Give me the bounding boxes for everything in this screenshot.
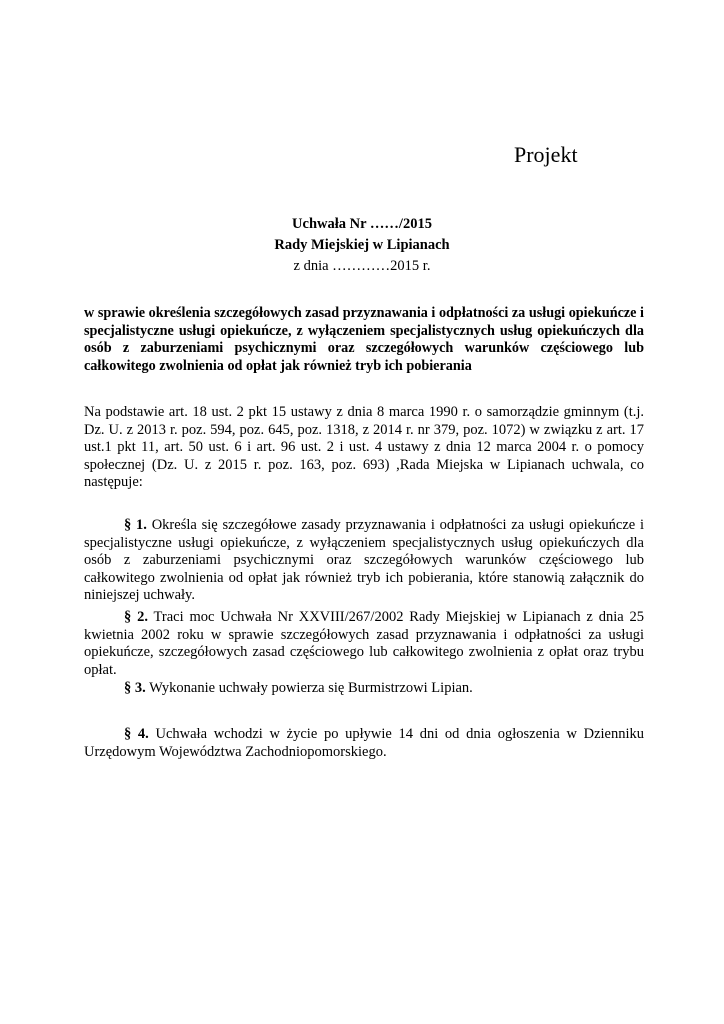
resolution-header — [0, 214, 724, 277]
paragraph-3 — [84, 680, 644, 698]
paragraph-1-sign: § 1. — [124, 517, 147, 533]
paragraph-3-sign: § 3. — [124, 680, 146, 696]
council-name: Rady Miejskiej w Lipianach — [274, 237, 450, 253]
paragraph-4 — [84, 726, 644, 761]
paragraph-1 — [84, 517, 644, 605]
legal-basis: Na podstawie art. 18 ust. 2 pkt 15 ustawy z dnia 8 marca 1990 r. o samorządzie gminnym (t.j. Dz. U. z 2013 r. poz. 594, poz. 645, poz. 1318, z 2014 r. nr 379, poz. 1072) w związku z art. 17 ust.1 pkt 11, art. 50 ust. 6 i art. 96 ust. 2 i ust. 4 ustawy z dnia 12 marca 2004 r. o pomocy społecznej (Dz. U. z 2015 r. poz. 163, poz. 693) ,Rada Miejska w Lipianach uchwala, co następuje: — [84, 404, 644, 490]
paragraph-3-text: Wykonanie uchwały powierza się Burmistrzowi Lipian. — [145, 680, 473, 696]
paragraph-4-text: Uchwała wchodzi w życie po upływie 14 dni od dnia ogłoszenia w Dzienniku Urzędowym Województwa Zachodniopomorskiego. — [84, 726, 645, 760]
projekt-label: Projekt — [514, 142, 578, 167]
paragraph-2-text: Traci moc Uchwała Nr XXVIII/267/2002 Rady Miejskiej w Lipianach z dnia 25 kwietnia 2002 roku w sprawie szczegółowych zasad przyznawania i odpłatności za usługi opiekuńcze, szczegółowych zasad częściowego lub całkowitego zwolnienia z opłat oraz trybu opłat. — [84, 609, 645, 678]
resolution-number: Uchwała Nr ……/2015 — [292, 216, 432, 232]
paragraph-2 — [84, 609, 644, 679]
paragraph-1-text: Określa się szczegółowe zasady przyznawania i odpłatności za usługi opiekuńcze i specjalistyczne usługi opiekuńcze, z wyłączeniem specjalistycznych usług opiekuńczych dla osób z zaburzeniami psychicznymi oraz szczegółowych warunków częściowego lub całkowitego zwolnienia od opłat jak również tryb ich pobierania, które stanowią załącznik do niniejszej uchwały. — [84, 517, 645, 603]
paragraph-4-sign: § 4. — [124, 726, 149, 742]
paragraph-2-sign: § 2. — [124, 609, 148, 625]
resolution-date: z dnia …………2015 r. — [293, 258, 431, 274]
resolution-title: w sprawie określenia szczegółowych zasad przyznawania i odpłatności za usługi opiekuńcze i specjalistyczne usługi opiekuńcze, z wyłączeniem specjalistycznych usług opiekuńczych dla osób z zaburzeniami psychicznymi oraz szczegółowych warunków częściowego lub całkowitego zwolnienia od opłat jak również tryb ich pobierania — [84, 305, 644, 374]
